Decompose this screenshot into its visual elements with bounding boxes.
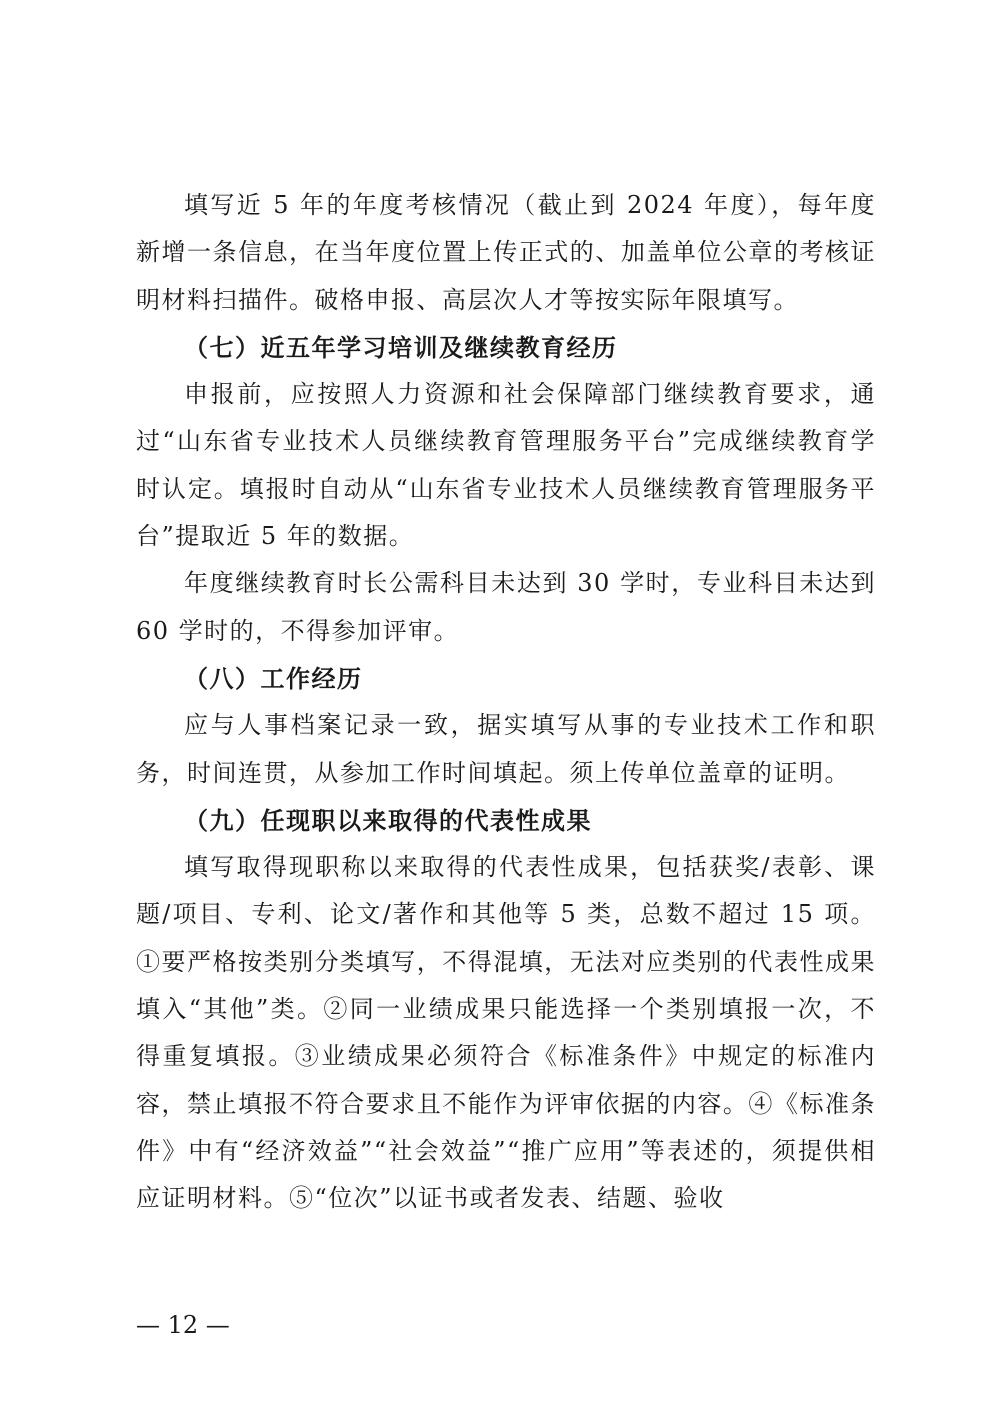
section-heading-9: （九）任现职以来取得的代表性成果 <box>184 805 592 835</box>
section-heading-8: （八）工作经历 <box>184 663 363 693</box>
paragraph-annual-assessment: 填写近 5 年的年度考核情况（截止到 2024 年度），每年度新增一条信息，在当年度位置上传正式的、加盖单位公章的考核证明材料扫描件。破格申报、高层次人才等按实际年限填写。 <box>136 191 876 314</box>
paragraph-representative-achievements: 填写取得现职称以来取得的代表性成果，包括获奖/表彰、课题/项目、专利、论文/著作和其他等 5 类，总数不超过 15 项。①要严格按类别分类填写，不得混填，无法对应类别的代表性成果填入“其他”类。②同一业绩成果只能选择一个类别填报一次，不得重复填报。③业绩成果必须符合《标准条件》中规定的标准内容，禁止填报不符合要求且不能作为评审依据的内容。④《标准条件》中有“经济效益”“社会效益”“推广应用”等表述的，须提供相应证明材料。⑤“位次”以证书或者发表、结题、验收 <box>136 853 876 1213</box>
paragraph-work-experience: 应与人事档案记录一致，据实填写从事的专业技术工作和职务，时间连贯，从参加工作时间填起。须上传单位盖章的证明。 <box>136 711 876 787</box>
page-number: — 12 — <box>136 1311 230 1339</box>
paragraph-continuing-education: 申报前，应按照人力资源和社会保障部门继续教育要求，通过“山东省专业技术人员继续教育管理服务平台”完成继续教育学时认定。填报时自动从“山东省专业技术人员继续教育管理服务平台”提取近 5 年的数据。 <box>136 380 876 551</box>
document-body <box>136 182 876 1223</box>
paragraph-education-hours: 年度继续教育时长公需科目未达到 30 学时，专业科目未达到 60 学时的，不得参加评审。 <box>136 569 876 645</box>
section-heading-7: （七）近五年学习培训及继续教育经历 <box>184 332 618 362</box>
